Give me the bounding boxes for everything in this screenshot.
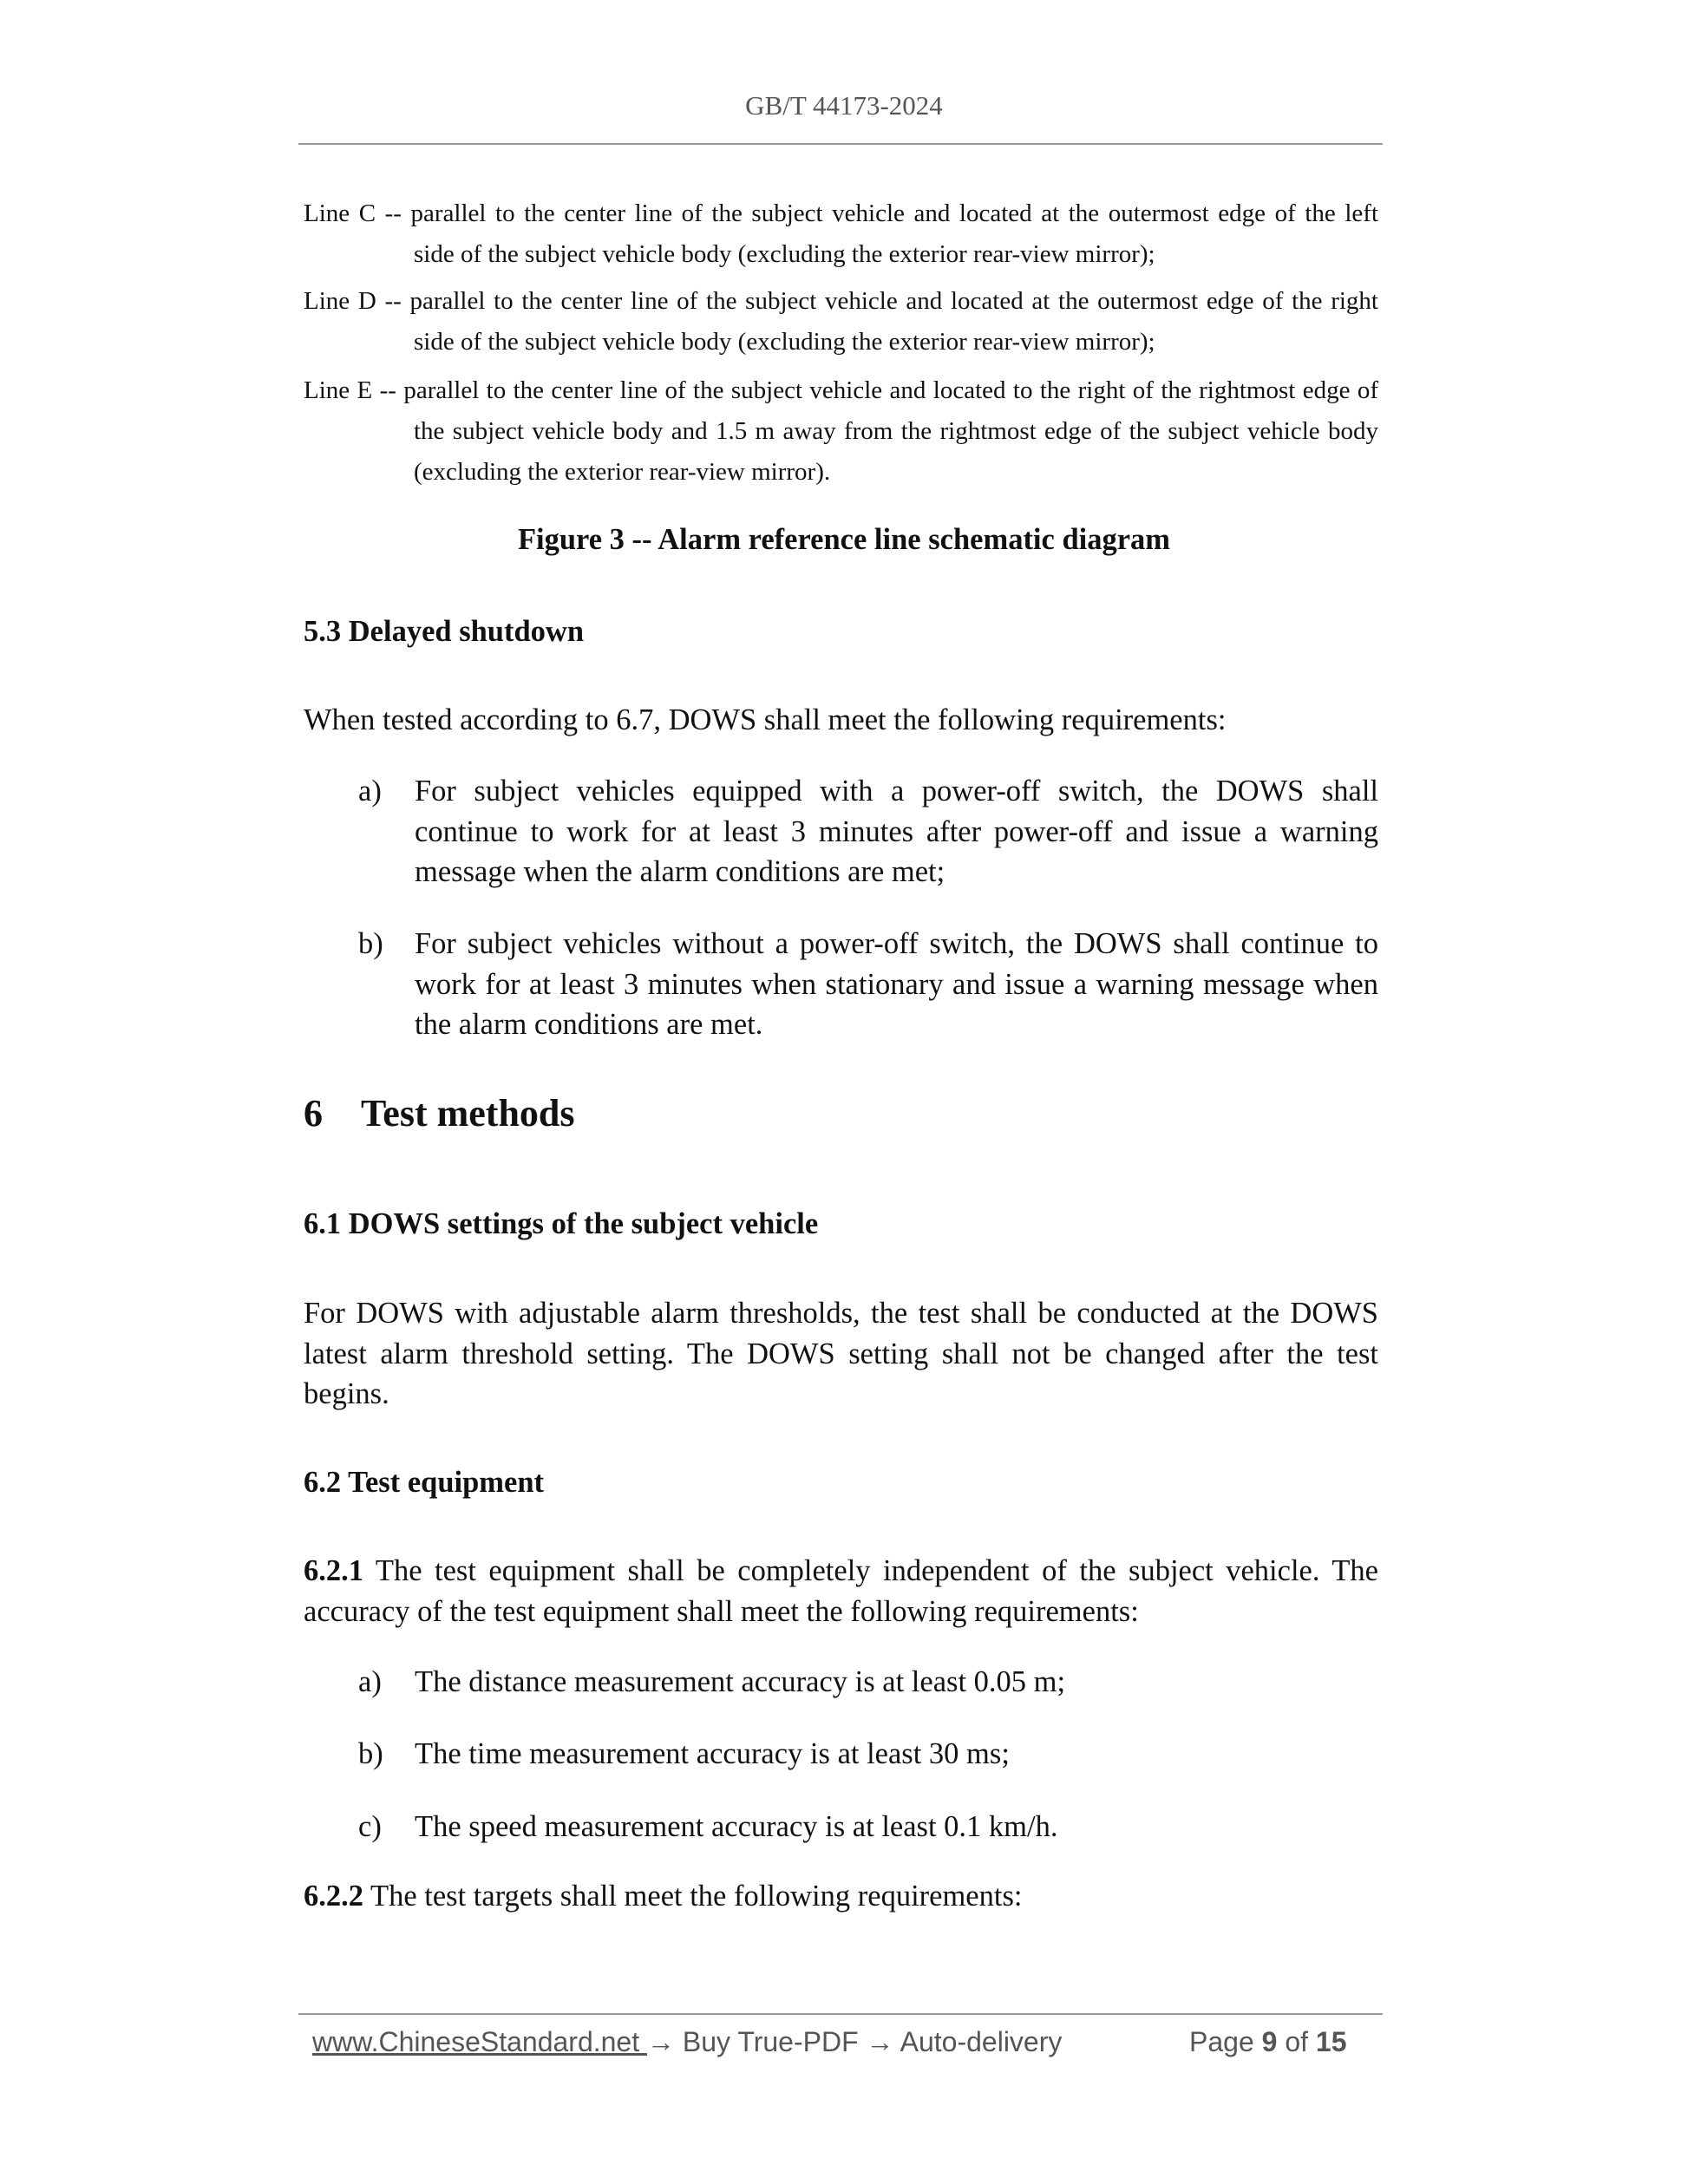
website-link[interactable]: www.ChineseStandard.net (312, 2026, 647, 2057)
clause-6-2-2 (304, 1876, 1378, 1917)
page-number: 9 (1261, 2026, 1278, 2057)
text-line: The test equipment shall be completely independent of the subject vehicle. The (363, 1554, 1378, 1587)
delivery-text: Auto-delivery (893, 2026, 1063, 2057)
list-label: a) (358, 1665, 382, 1698)
text-line: (excluding the exterior rear-view mirror). (414, 458, 831, 486)
text-line: For subject vehicles equipped with a power-off switch, the DOWS shall (415, 775, 1378, 808)
text-line: Line E -- parallel to the center line of the subject vehicle and located to the right of the rightmost edge of (304, 376, 1378, 404)
page-indicator (1189, 2026, 1346, 2058)
list-text: The distance measurement accuracy is at least 0.05 m; (415, 1665, 1066, 1698)
list-item (358, 1807, 1378, 1847)
figure-caption: Figure 3 -- Alarm reference line schematic diagram (517, 523, 1171, 556)
text-line: the subject vehicle body and 1.5 m away from the rightmost edge of the subject vehicle body (414, 417, 1378, 445)
section-paragraph (304, 1293, 1378, 1415)
section-heading-6-2: 6.2 Test equipment (304, 1466, 545, 1499)
line-d-definition (304, 281, 1378, 363)
list-item (358, 924, 1378, 1045)
list-label: a) (358, 775, 382, 808)
clause-6-2-1 (304, 1551, 1378, 1631)
section-heading-6-1: 6.1 DOWS settings of the subject vehicle (304, 1207, 819, 1240)
list-label: b) (358, 1737, 383, 1770)
list-item (358, 771, 1378, 893)
list-label: c) (358, 1810, 382, 1843)
text-line: side of the subject vehicle body (excluding the exterior rear-view mirror); (414, 240, 1155, 268)
line-e-definition (304, 370, 1378, 493)
page-total: 15 (1315, 2026, 1347, 2057)
text-line: Line D -- parallel to the center line of the subject vehicle and located at the outermost edge of the right (304, 287, 1378, 315)
section-intro: When tested according to 6.7, DOWS shall meet the following requirements: (304, 703, 1227, 736)
text-line: begins. (304, 1377, 389, 1410)
text-line: continue to work for at least 3 minutes after power-off and issue a warning (415, 814, 1378, 848)
text-line: latest alarm threshold setting. The DOWS setting shall not be changed after the test (304, 1337, 1378, 1370)
text-line: accuracy of the test equipment shall meet the following requirements: (304, 1594, 1139, 1628)
text-line: side of the subject vehicle body (excluding the exterior rear-view mirror); (414, 328, 1155, 356)
list-label: b) (358, 927, 383, 960)
section-heading-5-3: 5.3 Delayed shutdown (304, 615, 585, 648)
list-item (358, 1662, 1378, 1703)
chapter-heading-6: 6 Test methods (304, 1092, 575, 1135)
clause-number: 6.2.2 (304, 1880, 363, 1913)
list-item (358, 1734, 1378, 1775)
text-line: work for at least 3 minutes when stationary and issue a warning message when (415, 967, 1378, 1001)
page-label: Page (1189, 2026, 1254, 2057)
text-line: For subject vehicles without a power-off switch, the DOWS shall continue to (415, 927, 1378, 960)
of-label: of (1285, 2026, 1308, 2057)
list-text: The speed measurement accuracy is at least 0.1 km/h. (415, 1810, 1058, 1843)
arrow-right-icon: → (866, 2026, 894, 2057)
footer-rule (298, 2013, 1383, 2015)
text-line: Line C -- parallel to the center line of the subject vehicle and located at the outermost edge of the left (304, 199, 1378, 227)
clause-number: 6.2.1 (304, 1554, 363, 1587)
header-rule (298, 143, 1383, 145)
footer-promo (312, 2026, 1062, 2058)
document-id-header: GB/T 44173-2024 (745, 90, 943, 121)
list-text: The time measurement accuracy is at least 30 ms; (415, 1737, 1010, 1770)
text-line: For DOWS with adjustable alarm thresholds, the test shall be conducted at the DOWS (304, 1297, 1378, 1330)
text-line: message when the alarm conditions are met; (415, 855, 945, 888)
line-c-definition (304, 193, 1378, 275)
buy-text: Buy True-PDF (675, 2026, 867, 2057)
clause-text: The test targets shall meet the following requirements: (363, 1880, 1023, 1913)
text-line: the alarm conditions are met. (415, 1008, 763, 1041)
arrow-right-icon: → (647, 2026, 675, 2057)
